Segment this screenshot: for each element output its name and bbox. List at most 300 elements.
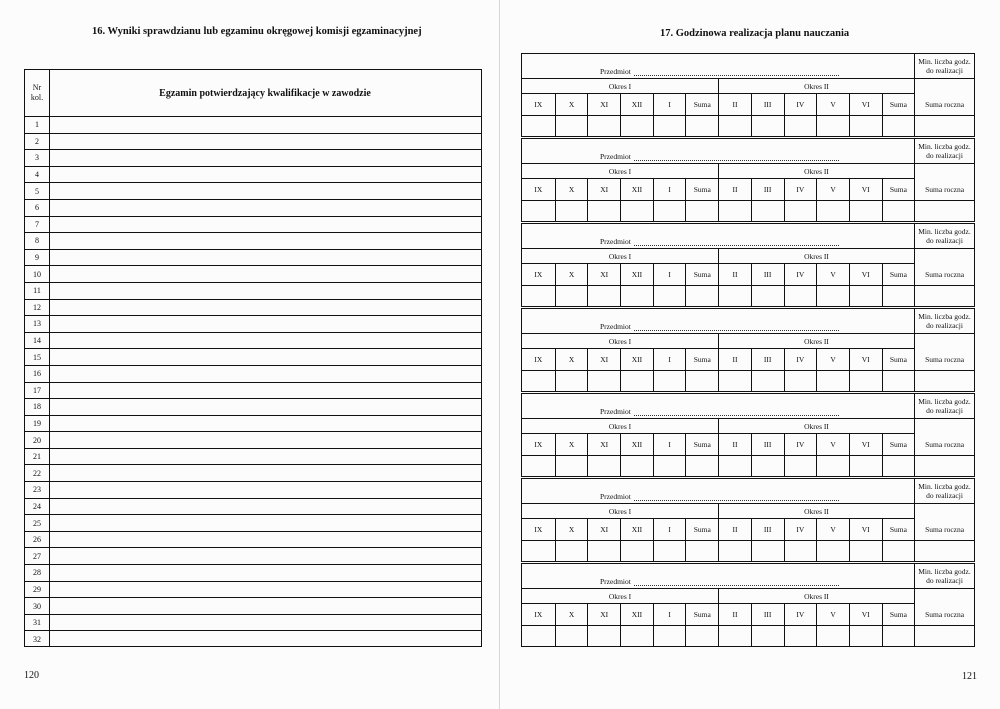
hours-input-cell[interactable] bbox=[784, 371, 817, 391]
hours-input-cell[interactable] bbox=[653, 116, 686, 136]
hours-input-cell[interactable] bbox=[816, 626, 849, 646]
hours-input-cell[interactable] bbox=[685, 541, 718, 561]
hours-input-cell[interactable] bbox=[620, 286, 653, 306]
subject-plan-block bbox=[521, 308, 975, 392]
exam-row bbox=[25, 581, 481, 598]
month-header-cell: VI bbox=[849, 264, 882, 285]
hours-input-cell[interactable] bbox=[620, 371, 653, 391]
exam-entry-cell[interactable] bbox=[49, 465, 481, 481]
month-header-cell: XI bbox=[587, 434, 620, 455]
month-header-cell: Suma bbox=[685, 94, 718, 115]
exam-entry-cell[interactable] bbox=[49, 117, 481, 133]
exam-entry-cell[interactable] bbox=[49, 150, 481, 166]
hours-input-cell[interactable] bbox=[653, 201, 686, 221]
period-1-header: Okres I bbox=[522, 504, 718, 519]
month-header-cell: IV bbox=[784, 519, 817, 540]
subject-label: Przedmiot bbox=[600, 407, 631, 416]
exam-entry-cell[interactable] bbox=[49, 183, 481, 199]
exam-row bbox=[25, 415, 481, 432]
month-header-cell: II bbox=[718, 349, 751, 370]
month-header-cell: II bbox=[718, 434, 751, 455]
nr-header-line1: Nr bbox=[32, 83, 42, 92]
exam-entry-cell[interactable] bbox=[49, 349, 481, 365]
hours-input-cell[interactable] bbox=[882, 371, 915, 391]
min-hours-cell[interactable] bbox=[914, 54, 974, 79]
exam-row bbox=[25, 166, 481, 183]
period-spacer bbox=[914, 589, 974, 604]
hours-input-cell[interactable] bbox=[784, 116, 817, 136]
month-header-row bbox=[522, 434, 974, 456]
hours-input-cell[interactable] bbox=[522, 541, 555, 561]
min-hours-cell[interactable] bbox=[914, 564, 974, 589]
subject-label: Przedmiot bbox=[600, 322, 631, 331]
month-header-cell: Suma bbox=[685, 519, 718, 540]
month-header-cell: Suma bbox=[685, 179, 718, 200]
period-spacer bbox=[914, 79, 974, 94]
hours-input-cell[interactable] bbox=[751, 541, 784, 561]
month-header-cell: V bbox=[816, 434, 849, 455]
hours-input-cell[interactable] bbox=[914, 116, 974, 136]
subject-label: Przedmiot bbox=[600, 152, 631, 161]
subject-plan-block bbox=[521, 563, 975, 647]
section-17-heading: 17. Godzinowa realizacja planu nauczania bbox=[660, 28, 850, 39]
period-1-header: Okres I bbox=[522, 419, 718, 434]
month-header-cell: Suma roczna bbox=[914, 94, 974, 115]
hours-input-cell[interactable] bbox=[849, 201, 882, 221]
period-1-header: Okres I bbox=[522, 249, 718, 264]
hours-input-cell[interactable] bbox=[882, 456, 915, 476]
hours-input-cell[interactable] bbox=[849, 286, 882, 306]
subject-field[interactable] bbox=[522, 139, 914, 164]
row-number: 14 bbox=[33, 336, 41, 346]
month-header-cell: II bbox=[718, 94, 751, 115]
hours-input-cell[interactable] bbox=[784, 626, 817, 646]
min-hours-sublabel: do realizacji bbox=[926, 321, 963, 330]
month-header-cell: XI bbox=[587, 179, 620, 200]
exam-entry-cell[interactable] bbox=[49, 565, 481, 581]
hours-input-cell[interactable] bbox=[587, 286, 620, 306]
hours-input-cell[interactable] bbox=[751, 116, 784, 136]
hours-input-cell[interactable] bbox=[620, 541, 653, 561]
min-hours-label: Min. liczba godz. bbox=[918, 312, 971, 321]
month-header-cell: Suma bbox=[882, 519, 915, 540]
hours-input-cell[interactable] bbox=[685, 626, 718, 646]
exam-row bbox=[25, 332, 481, 349]
period-spacer bbox=[914, 504, 974, 519]
month-header-cell: Suma bbox=[685, 264, 718, 285]
exam-entry-cell[interactable] bbox=[49, 316, 481, 332]
month-header-cell: V bbox=[816, 264, 849, 285]
hours-input-cell[interactable] bbox=[718, 456, 751, 476]
exam-row bbox=[25, 249, 481, 266]
hours-input-cell[interactable] bbox=[522, 116, 555, 136]
exam-row bbox=[25, 299, 481, 316]
hours-input-cell[interactable] bbox=[914, 541, 974, 561]
exam-rows bbox=[25, 116, 481, 646]
row-number: 7 bbox=[35, 219, 39, 229]
month-header-cell: Suma bbox=[882, 94, 915, 115]
hours-input-cell[interactable] bbox=[882, 201, 915, 221]
month-header-cell: III bbox=[751, 264, 784, 285]
exam-entry-cell[interactable] bbox=[49, 300, 481, 316]
month-header-cell: XI bbox=[587, 604, 620, 625]
exam-row bbox=[25, 431, 481, 448]
hours-input-cell[interactable] bbox=[522, 456, 555, 476]
hours-input-cell[interactable] bbox=[849, 371, 882, 391]
hours-value-row bbox=[522, 626, 974, 646]
month-header-cell: Suma roczna bbox=[914, 434, 974, 455]
month-header-cell: VI bbox=[849, 179, 882, 200]
hours-input-cell[interactable] bbox=[751, 456, 784, 476]
month-header-cell: X bbox=[555, 519, 588, 540]
exam-row bbox=[25, 199, 481, 216]
hours-input-cell[interactable] bbox=[555, 456, 588, 476]
exam-entry-cell[interactable] bbox=[49, 266, 481, 282]
period-2-header: Okres II bbox=[718, 334, 914, 349]
subject-field[interactable] bbox=[522, 54, 914, 79]
exam-row bbox=[25, 365, 481, 382]
row-number: 28 bbox=[33, 568, 41, 578]
exam-entry-cell[interactable] bbox=[49, 416, 481, 432]
hours-input-cell[interactable] bbox=[620, 201, 653, 221]
hours-input-cell[interactable] bbox=[587, 201, 620, 221]
row-number: 9 bbox=[35, 253, 39, 263]
min-hours-sublabel: do realizacji bbox=[926, 236, 963, 245]
month-header-cell: IX bbox=[534, 270, 543, 279]
min-hours-sublabel: do realizacji bbox=[926, 491, 963, 500]
period-2-header: Okres II bbox=[718, 249, 914, 264]
hours-input-cell[interactable] bbox=[522, 626, 555, 646]
month-header-cell: XI bbox=[587, 349, 620, 370]
month-header-cell: XII bbox=[620, 434, 653, 455]
row-number: 19 bbox=[33, 418, 41, 428]
hours-input-cell[interactable] bbox=[751, 286, 784, 306]
hours-input-cell[interactable] bbox=[914, 456, 974, 476]
hours-input-cell[interactable] bbox=[555, 626, 588, 646]
exam-entry-cell[interactable] bbox=[49, 515, 481, 531]
row-number: 3 bbox=[35, 153, 39, 163]
hours-input-cell[interactable] bbox=[784, 541, 817, 561]
hours-value-row bbox=[522, 541, 974, 561]
month-header-cell: XI bbox=[587, 264, 620, 285]
row-number: 8 bbox=[35, 236, 39, 246]
exam-entry-cell[interactable] bbox=[49, 432, 481, 448]
month-header-cell: III bbox=[751, 519, 784, 540]
month-header-cell: I bbox=[653, 94, 686, 115]
row-number: 30 bbox=[33, 601, 41, 611]
row-number: 31 bbox=[33, 618, 41, 628]
month-header-cell: IV bbox=[784, 604, 817, 625]
min-hours-sublabel: do realizacji bbox=[926, 576, 963, 585]
row-number: 12 bbox=[33, 302, 41, 312]
exam-entry-cell[interactable] bbox=[49, 167, 481, 183]
subject-dotted-line bbox=[634, 155, 839, 161]
hours-input-cell[interactable] bbox=[718, 626, 751, 646]
month-header-row bbox=[522, 179, 974, 201]
subject-field[interactable] bbox=[522, 479, 914, 504]
period-2-header: Okres II bbox=[718, 419, 914, 434]
row-number: 13 bbox=[33, 319, 41, 329]
hours-input-cell[interactable] bbox=[685, 286, 718, 306]
hours-input-cell[interactable] bbox=[751, 371, 784, 391]
month-header-cell: II bbox=[718, 519, 751, 540]
min-hours-cell[interactable] bbox=[914, 139, 974, 164]
min-hours-cell[interactable] bbox=[914, 224, 974, 249]
row-number: 6 bbox=[35, 203, 39, 213]
month-header-row bbox=[522, 94, 974, 116]
hours-input-cell[interactable] bbox=[685, 456, 718, 476]
min-hours-cell[interactable] bbox=[914, 309, 974, 334]
hours-value-row bbox=[522, 456, 974, 476]
hours-input-cell[interactable] bbox=[555, 371, 588, 391]
month-header-cell: Suma bbox=[685, 604, 718, 625]
subject-field[interactable] bbox=[522, 309, 914, 334]
exam-row bbox=[25, 630, 481, 647]
row-number: 1 bbox=[35, 120, 39, 130]
month-header-row bbox=[522, 264, 974, 286]
hours-input-cell[interactable] bbox=[587, 371, 620, 391]
exam-row bbox=[25, 498, 481, 515]
exam-row bbox=[25, 531, 481, 548]
hours-input-cell[interactable] bbox=[718, 371, 751, 391]
hours-input-cell[interactable] bbox=[653, 541, 686, 561]
hours-input-cell[interactable] bbox=[653, 626, 686, 646]
hours-input-cell[interactable] bbox=[555, 286, 588, 306]
month-header-cell: XII bbox=[620, 264, 653, 285]
subject-label: Przedmiot bbox=[600, 577, 631, 586]
exam-row bbox=[25, 514, 481, 531]
exam-entry-cell[interactable] bbox=[49, 631, 481, 647]
hours-input-cell[interactable] bbox=[816, 201, 849, 221]
month-header-cell: I bbox=[653, 434, 686, 455]
hours-input-cell[interactable] bbox=[587, 541, 620, 561]
hours-value-row bbox=[522, 116, 974, 136]
month-header-cell: XII bbox=[620, 604, 653, 625]
subject-field[interactable] bbox=[522, 564, 914, 589]
month-header-cell: III bbox=[751, 94, 784, 115]
exam-entry-cell[interactable] bbox=[49, 449, 481, 465]
subject-dotted-line bbox=[634, 70, 839, 76]
hours-input-cell[interactable] bbox=[751, 201, 784, 221]
month-header-cell: VI bbox=[849, 349, 882, 370]
hours-input-cell[interactable] bbox=[718, 201, 751, 221]
month-header-cell: VI bbox=[849, 434, 882, 455]
hours-input-cell[interactable] bbox=[849, 541, 882, 561]
hours-input-cell[interactable] bbox=[882, 541, 915, 561]
exam-row bbox=[25, 547, 481, 564]
month-header-cell: XII bbox=[620, 94, 653, 115]
hours-input-cell[interactable] bbox=[587, 116, 620, 136]
month-header-cell: V bbox=[816, 519, 849, 540]
month-header-row bbox=[522, 349, 974, 371]
hours-input-cell[interactable] bbox=[784, 201, 817, 221]
min-hours-cell[interactable] bbox=[914, 394, 974, 419]
month-header-cell: IX bbox=[534, 185, 543, 194]
hours-input-cell[interactable] bbox=[914, 201, 974, 221]
subject-label: Przedmiot bbox=[600, 237, 631, 246]
hours-input-cell[interactable] bbox=[849, 116, 882, 136]
row-number: 10 bbox=[33, 269, 41, 279]
month-header-cell: XII bbox=[620, 349, 653, 370]
hours-input-cell[interactable] bbox=[849, 456, 882, 476]
row-number: 26 bbox=[33, 535, 41, 545]
hours-input-cell[interactable] bbox=[882, 116, 915, 136]
row-number: 18 bbox=[33, 402, 41, 412]
row-number: 15 bbox=[33, 352, 41, 362]
subject-dotted-line bbox=[634, 325, 839, 331]
subject-dotted-line bbox=[634, 240, 839, 246]
month-header-cell: I bbox=[653, 179, 686, 200]
hours-input-cell[interactable] bbox=[522, 201, 555, 221]
hours-input-cell[interactable] bbox=[653, 371, 686, 391]
month-header-cell: III bbox=[751, 179, 784, 200]
period-2-header: Okres II bbox=[718, 79, 914, 94]
period-spacer bbox=[914, 249, 974, 264]
hours-input-cell[interactable] bbox=[882, 626, 915, 646]
exam-entry-cell[interactable] bbox=[49, 333, 481, 349]
month-header-cell: IX bbox=[534, 100, 543, 109]
hours-input-cell[interactable] bbox=[816, 116, 849, 136]
exam-entry-cell[interactable] bbox=[49, 200, 481, 216]
hours-input-cell[interactable] bbox=[914, 371, 974, 391]
month-header-cell: V bbox=[816, 604, 849, 625]
hours-input-cell[interactable] bbox=[620, 626, 653, 646]
month-header-cell: XII bbox=[620, 519, 653, 540]
nr-column-header bbox=[25, 70, 49, 116]
hours-input-cell[interactable] bbox=[914, 626, 974, 646]
month-header-cell: V bbox=[816, 94, 849, 115]
month-header-cell: IX bbox=[534, 525, 543, 534]
row-number: 29 bbox=[33, 584, 41, 594]
exam-entry-cell[interactable] bbox=[49, 399, 481, 415]
subject-field[interactable] bbox=[522, 394, 914, 419]
hours-input-cell[interactable] bbox=[685, 371, 718, 391]
exam-row bbox=[25, 382, 481, 399]
subject-label: Przedmiot bbox=[600, 492, 631, 501]
min-hours-cell[interactable] bbox=[914, 479, 974, 504]
exam-row bbox=[25, 348, 481, 365]
row-number: 24 bbox=[33, 501, 41, 511]
exam-entry-cell[interactable] bbox=[49, 283, 481, 299]
hours-input-cell[interactable] bbox=[685, 201, 718, 221]
row-number: 22 bbox=[33, 468, 41, 478]
hours-input-cell[interactable] bbox=[816, 371, 849, 391]
row-number: 11 bbox=[33, 286, 41, 296]
exam-entry-cell[interactable] bbox=[49, 582, 481, 598]
right-page bbox=[500, 0, 1000, 709]
exam-row bbox=[25, 564, 481, 581]
exam-entry-cell[interactable] bbox=[49, 532, 481, 548]
exam-entry-cell[interactable] bbox=[49, 548, 481, 564]
hours-input-cell[interactable] bbox=[685, 116, 718, 136]
month-header-cell: VI bbox=[849, 604, 882, 625]
hours-input-cell[interactable] bbox=[555, 201, 588, 221]
row-number: 2 bbox=[35, 136, 39, 146]
exam-entry-cell[interactable] bbox=[49, 598, 481, 614]
min-hours-sublabel: do realizacji bbox=[926, 406, 963, 415]
month-header-cell: I bbox=[653, 349, 686, 370]
month-header-cell: IX bbox=[534, 355, 543, 364]
exam-row bbox=[25, 182, 481, 199]
exam-row bbox=[25, 315, 481, 332]
hours-input-cell[interactable] bbox=[587, 626, 620, 646]
exam-entry-cell[interactable] bbox=[49, 615, 481, 631]
hours-input-cell[interactable] bbox=[653, 456, 686, 476]
hours-input-cell[interactable] bbox=[718, 286, 751, 306]
month-header-cell: Suma bbox=[685, 434, 718, 455]
exam-entry-cell[interactable] bbox=[49, 499, 481, 515]
month-header-cell: VI bbox=[849, 94, 882, 115]
exam-entry-cell[interactable] bbox=[49, 482, 481, 498]
month-header-cell: IV bbox=[784, 179, 817, 200]
hours-input-cell[interactable] bbox=[555, 116, 588, 136]
month-header-cell: Suma roczna bbox=[914, 604, 974, 625]
hours-input-cell[interactable] bbox=[620, 456, 653, 476]
hours-input-cell[interactable] bbox=[587, 456, 620, 476]
hours-input-cell[interactable] bbox=[784, 286, 817, 306]
hours-input-cell[interactable] bbox=[718, 116, 751, 136]
row-number: 32 bbox=[33, 634, 41, 644]
exam-entry-cell[interactable] bbox=[49, 233, 481, 249]
hours-input-cell[interactable] bbox=[718, 541, 751, 561]
month-header-cell: II bbox=[718, 604, 751, 625]
period-2-header: Okres II bbox=[718, 504, 914, 519]
row-number: 17 bbox=[33, 385, 41, 395]
exam-row bbox=[25, 232, 481, 249]
month-header-cell: X bbox=[555, 264, 588, 285]
month-header-cell: Suma roczna bbox=[914, 349, 974, 370]
hours-input-cell[interactable] bbox=[816, 541, 849, 561]
hours-input-cell[interactable] bbox=[784, 456, 817, 476]
period-2-header: Okres II bbox=[718, 164, 914, 179]
hours-input-cell[interactable] bbox=[816, 456, 849, 476]
exam-row bbox=[25, 216, 481, 233]
exam-entry-cell[interactable] bbox=[49, 383, 481, 399]
month-header-row bbox=[522, 519, 974, 541]
min-hours-label: Min. liczba godz. bbox=[918, 397, 971, 406]
hours-input-cell[interactable] bbox=[914, 286, 974, 306]
hours-input-cell[interactable] bbox=[555, 541, 588, 561]
month-header-cell: X bbox=[555, 349, 588, 370]
hours-input-cell[interactable] bbox=[816, 286, 849, 306]
month-header-cell: III bbox=[751, 434, 784, 455]
hours-input-cell[interactable] bbox=[751, 626, 784, 646]
hours-input-cell[interactable] bbox=[522, 371, 555, 391]
hours-input-cell[interactable] bbox=[849, 626, 882, 646]
exam-entry-cell[interactable] bbox=[49, 217, 481, 233]
hours-input-cell[interactable] bbox=[882, 286, 915, 306]
exam-row bbox=[25, 133, 481, 150]
hours-input-cell[interactable] bbox=[620, 116, 653, 136]
month-header-cell: II bbox=[718, 179, 751, 200]
period-1-header: Okres I bbox=[522, 164, 718, 179]
subject-field[interactable] bbox=[522, 224, 914, 249]
exam-row bbox=[25, 481, 481, 498]
hours-input-cell[interactable] bbox=[653, 286, 686, 306]
month-header-cell: X bbox=[555, 604, 588, 625]
month-header-cell: Suma bbox=[882, 604, 915, 625]
row-number: 21 bbox=[33, 452, 41, 462]
min-hours-label: Min. liczba godz. bbox=[918, 482, 971, 491]
month-header-cell: IV bbox=[784, 94, 817, 115]
hours-input-cell[interactable] bbox=[522, 286, 555, 306]
exam-row bbox=[25, 149, 481, 166]
exam-entry-cell[interactable] bbox=[49, 250, 481, 266]
exam-entry-cell[interactable] bbox=[49, 134, 481, 150]
month-header-cell: I bbox=[653, 604, 686, 625]
exam-entry-cell[interactable] bbox=[49, 366, 481, 382]
row-number: 27 bbox=[33, 551, 41, 561]
